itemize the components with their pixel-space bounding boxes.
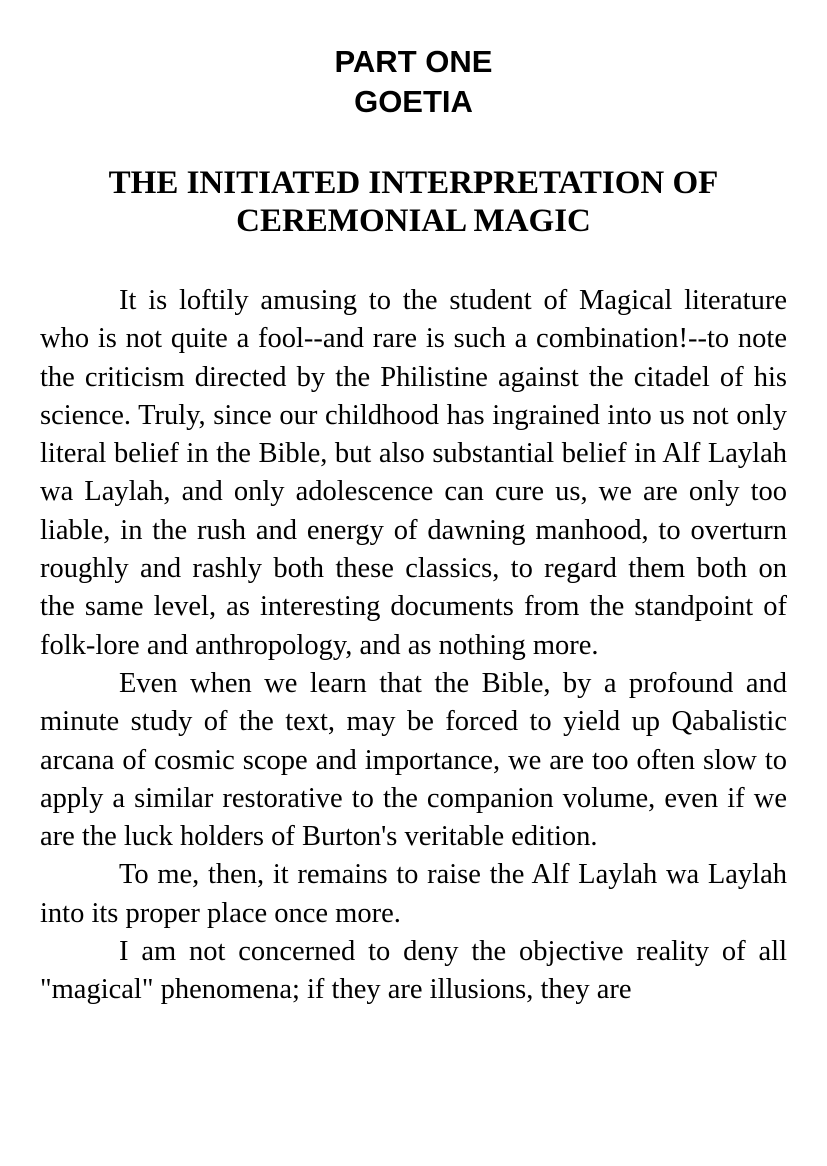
- paragraph-4: I am not concerned to deny the objective reality of all "magical" phenomena; if they are illusions, they are: [40, 936, 787, 1006]
- part-label: PART ONE: [334, 44, 493, 79]
- paragraph-1: It is loftily amusing to the student of Magical literature who is not quite a fool--and rare is such a combination!--to note the criticism directed by the Philistine against the citadel of his science. Truly, since our childhood has ingrained into us not only literal belief in the Bible, but also substantial belief in Alf Laylah wa Laylah, and only adolescence can cure us, we are only too liable, in the rush and energy of dawning manhood, to overturn roughly and rashly both these classics, to regard them both on the same level, as interesting documents from the standpoint of folk-lore and anthropology, and as nothing more.: [40, 285, 787, 661]
- part-title: GOETIA: [354, 84, 473, 119]
- body-text: [40, 282, 787, 1010]
- chapter-title: [40, 164, 787, 240]
- chapter-title-line-1: THE INITIATED INTERPRETATION OF: [108, 165, 719, 201]
- paragraph-3: To me, then, it remains to raise the Alf Laylah wa Laylah into its proper place once more.: [40, 859, 787, 929]
- chapter-title-line-2: CEREMONIAL MAGIC: [236, 203, 591, 239]
- paragraph-2: Even when we learn that the Bible, by a profound and minute study of the text, may be forced to yield up Qabalistic arcana of cosmic scope and importance, we are too often slow to apply a similar restorative to the companion volume, even if we are the luck holders of Burton's veritable edition.: [40, 667, 787, 853]
